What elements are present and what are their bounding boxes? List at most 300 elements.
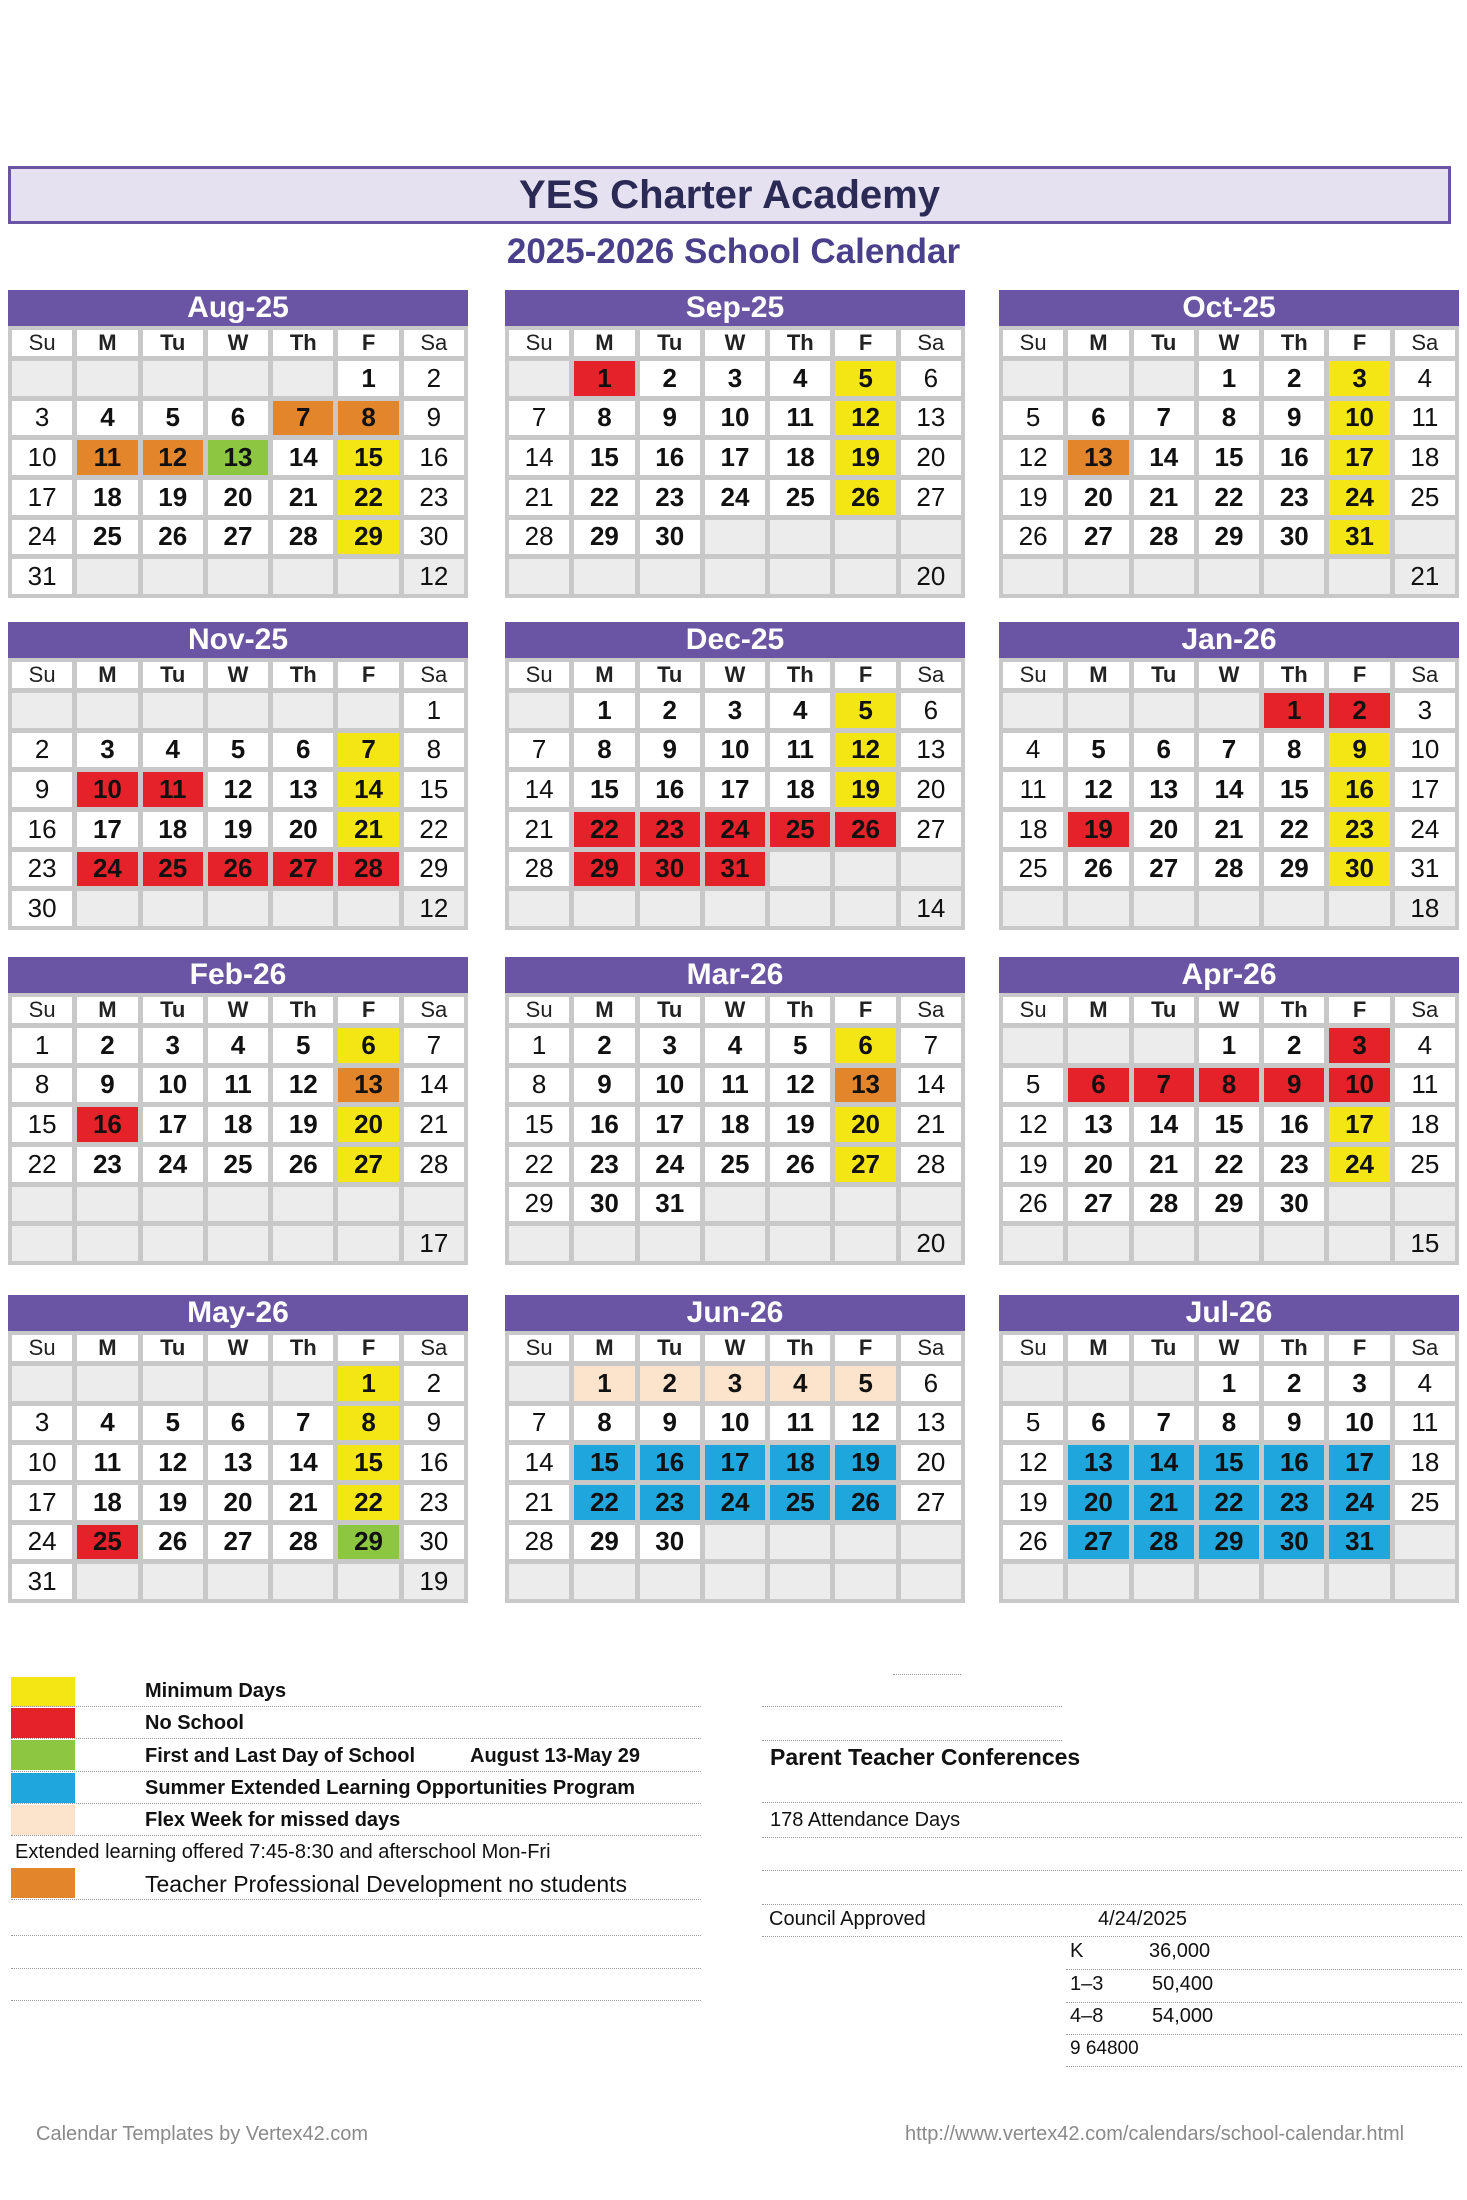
- empty-day-cell: [509, 1366, 569, 1401]
- weekday-header: M: [77, 997, 137, 1023]
- empty-day-cell: [1003, 1564, 1063, 1599]
- day-cell: 25: [770, 812, 830, 847]
- empty-day-cell: [273, 891, 333, 926]
- day-cell: 5: [1068, 733, 1128, 768]
- weekday-header: F: [835, 1335, 895, 1361]
- day-cell: 21: [509, 1485, 569, 1520]
- day-cell: 14: [273, 440, 333, 475]
- weekday-header: Sa: [1395, 1335, 1455, 1361]
- info-divider: [762, 1870, 1462, 1871]
- day-cell: 9: [1329, 733, 1389, 768]
- weekday-header: F: [1329, 662, 1389, 688]
- empty-day-cell: [835, 1226, 895, 1261]
- empty-day-cell: [273, 693, 333, 728]
- day-cell: 16: [640, 440, 700, 475]
- day-cell: 30: [1329, 852, 1389, 887]
- day-cell: 10: [12, 1445, 72, 1480]
- day-cell: 26: [143, 1525, 203, 1560]
- day-cell: 23: [1264, 1485, 1324, 1520]
- day-cell: 4: [770, 361, 830, 396]
- day-cell: 12: [1003, 440, 1063, 475]
- day-cell: 3: [1329, 361, 1389, 396]
- legend-divider: [11, 1835, 701, 1836]
- legend-label-no-school: No School: [145, 1712, 244, 1734]
- empty-day-cell: [901, 520, 961, 555]
- legend-first-last-dates: August 13-May 29: [470, 1745, 641, 1767]
- day-cell: 4: [1395, 361, 1455, 396]
- day-cell: 17: [77, 812, 137, 847]
- weekday-header: Th: [273, 1335, 333, 1361]
- day-cell: 18: [1395, 1445, 1455, 1480]
- empty-day-cell: [77, 1564, 137, 1599]
- weekday-header: Th: [770, 997, 830, 1023]
- day-cell: 21: [273, 1485, 333, 1520]
- empty-day-cell: [901, 1525, 961, 1560]
- month-feb-26: [8, 957, 468, 1267]
- day-cell: 18: [1395, 1107, 1455, 1142]
- empty-day-cell: [640, 559, 700, 594]
- minutes-1-3-value: 50,400: [1152, 1973, 1214, 1995]
- day-cell: 9: [1264, 1406, 1324, 1441]
- day-cell: 30: [640, 520, 700, 555]
- day-cell: 17: [705, 1445, 765, 1480]
- day-cell: 7: [1134, 1068, 1194, 1103]
- weekday-header: Su: [12, 997, 72, 1023]
- weekday-header: Th: [1264, 662, 1324, 688]
- day-cell: 31: [1329, 1525, 1389, 1560]
- day-cell: 4: [1395, 1366, 1455, 1401]
- empty-day-cell: [1329, 1226, 1389, 1261]
- day-cell: 18: [143, 812, 203, 847]
- day-cell: 26: [1003, 1525, 1063, 1560]
- day-cell: 26: [770, 1147, 830, 1182]
- day-cell: 1: [338, 361, 398, 396]
- day-cell: 14: [1199, 772, 1259, 807]
- day-cell: 26: [835, 1485, 895, 1520]
- month-dec-25: [505, 622, 965, 932]
- empty-day-cell: [143, 891, 203, 926]
- empty-day-cell: [1199, 1226, 1259, 1261]
- empty-day-cell: [509, 693, 569, 728]
- empty-day-cell: [338, 1226, 398, 1261]
- day-cell: 28: [509, 852, 569, 887]
- day-cell: 15: [1264, 772, 1324, 807]
- day-cell: 13: [901, 733, 961, 768]
- weekday-header: Su: [1003, 662, 1063, 688]
- empty-day-cell: [1068, 1028, 1128, 1063]
- day-cell: 1: [404, 693, 464, 728]
- day-cell: 10: [143, 1068, 203, 1103]
- day-cell: 2: [1264, 1366, 1324, 1401]
- weekday-header: Th: [273, 997, 333, 1023]
- weekday-header: Th: [1264, 1335, 1324, 1361]
- day-cell: 6: [901, 361, 961, 396]
- day-cell: 2: [640, 693, 700, 728]
- day-cell: 6: [1134, 733, 1194, 768]
- day-cell: 16: [1264, 1107, 1324, 1142]
- day-cell: 11: [1395, 401, 1455, 436]
- day-cell: 23: [640, 812, 700, 847]
- day-cell: 29: [574, 1525, 634, 1560]
- empty-day-cell: [77, 361, 137, 396]
- weekday-header: W: [208, 997, 268, 1023]
- day-cell: 22: [1264, 812, 1324, 847]
- legend-divider: [11, 1899, 701, 1900]
- empty-day-cell: [1003, 891, 1063, 926]
- day-cell: 25: [1003, 852, 1063, 887]
- day-cell: 19: [1003, 480, 1063, 515]
- day-cell: 4: [143, 733, 203, 768]
- day-cell: 6: [901, 1366, 961, 1401]
- minutes-k-label: K: [1070, 1940, 1084, 1962]
- empty-day-cell: [208, 693, 268, 728]
- info-divider: [1066, 2066, 1462, 2067]
- month-title: Nov-25: [8, 622, 468, 658]
- empty-day-cell: [1003, 693, 1063, 728]
- day-cell: 9: [1264, 1068, 1324, 1103]
- empty-day-cell: [1068, 891, 1128, 926]
- empty-day-cell: [1329, 891, 1389, 926]
- weekday-header: Tu: [640, 1335, 700, 1361]
- day-cell: 17: [705, 440, 765, 475]
- empty-day-cell: [705, 1226, 765, 1261]
- day-cell: 22: [1199, 1485, 1259, 1520]
- day-cell: 14: [509, 772, 569, 807]
- day-cell: 4: [770, 1366, 830, 1401]
- day-cell: 28: [1134, 1525, 1194, 1560]
- empty-day-cell: [77, 1187, 137, 1222]
- legend-swatch-flex-week: [11, 1805, 75, 1835]
- day-cell: 8: [404, 733, 464, 768]
- day-cell: 17: [1329, 440, 1389, 475]
- month-school-days-count: 20: [901, 559, 961, 594]
- weekday-header: F: [1329, 1335, 1389, 1361]
- day-cell: 23: [1264, 1147, 1324, 1182]
- day-cell: 28: [273, 1525, 333, 1560]
- day-cell: 23: [404, 1485, 464, 1520]
- info-divider: [762, 1936, 1462, 1937]
- empty-day-cell: [143, 1366, 203, 1401]
- weekday-header: W: [1199, 997, 1259, 1023]
- empty-day-cell: [1199, 693, 1259, 728]
- day-cell: 13: [208, 440, 268, 475]
- empty-day-cell: [835, 559, 895, 594]
- empty-day-cell: [770, 1226, 830, 1261]
- weekday-header: Sa: [404, 997, 464, 1023]
- empty-day-cell: [640, 891, 700, 926]
- day-cell: 5: [770, 1028, 830, 1063]
- day-cell: 13: [835, 1068, 895, 1103]
- day-cell: 21: [1134, 1147, 1194, 1182]
- weekday-header: Th: [273, 662, 333, 688]
- empty-day-cell: [901, 852, 961, 887]
- day-cell: 12: [1003, 1107, 1063, 1142]
- legend-swatch-prof-dev: [11, 1868, 75, 1898]
- day-cell: 4: [77, 401, 137, 436]
- weekday-header: Tu: [640, 330, 700, 356]
- empty-day-cell: [705, 520, 765, 555]
- weekday-header: F: [338, 997, 398, 1023]
- day-cell: 31: [12, 1564, 72, 1599]
- empty-day-cell: [77, 1226, 137, 1261]
- day-cell: 26: [208, 852, 268, 887]
- empty-day-cell: [143, 1187, 203, 1222]
- day-cell: 8: [574, 1406, 634, 1441]
- empty-day-cell: [1003, 1028, 1063, 1063]
- day-cell: 24: [77, 852, 137, 887]
- empty-day-cell: [1264, 559, 1324, 594]
- day-cell: 4: [1395, 1028, 1455, 1063]
- day-cell: 13: [273, 772, 333, 807]
- weekday-header: Su: [1003, 997, 1063, 1023]
- weekday-header: F: [1329, 330, 1389, 356]
- day-cell: 18: [770, 772, 830, 807]
- day-cell: 19: [835, 772, 895, 807]
- empty-day-cell: [1003, 361, 1063, 396]
- day-cell: 11: [77, 1445, 137, 1480]
- day-cell: 3: [77, 733, 137, 768]
- month-school-days-count: 15: [1395, 1226, 1455, 1261]
- empty-day-cell: [705, 1187, 765, 1222]
- weekday-header: Sa: [1395, 330, 1455, 356]
- day-cell: 22: [338, 1485, 398, 1520]
- empty-day-cell: [770, 1187, 830, 1222]
- day-cell: 1: [1199, 1028, 1259, 1063]
- empty-day-cell: [143, 1564, 203, 1599]
- day-cell: 26: [835, 812, 895, 847]
- day-cell: 16: [574, 1107, 634, 1142]
- weekday-header: M: [77, 1335, 137, 1361]
- day-cell: 25: [77, 520, 137, 555]
- day-cell: 6: [1068, 1068, 1128, 1103]
- weekday-header: Th: [1264, 330, 1324, 356]
- day-cell: 8: [574, 733, 634, 768]
- day-cell: 17: [1329, 1445, 1389, 1480]
- empty-day-cell: [273, 361, 333, 396]
- day-cell: 13: [1134, 772, 1194, 807]
- day-cell: 6: [208, 1406, 268, 1441]
- empty-day-cell: [1134, 891, 1194, 926]
- day-cell: 19: [1003, 1485, 1063, 1520]
- month-oct-25: [999, 290, 1459, 600]
- info-divider: [1066, 2002, 1462, 2003]
- day-cell: 10: [12, 440, 72, 475]
- month-school-days-count: 18: [1395, 891, 1455, 926]
- empty-day-cell: [1068, 693, 1128, 728]
- day-cell: 26: [143, 520, 203, 555]
- day-cell: 10: [1329, 401, 1389, 436]
- day-cell: 5: [1003, 1068, 1063, 1103]
- day-cell: 12: [208, 772, 268, 807]
- day-cell: 16: [1329, 772, 1389, 807]
- empty-day-cell: [143, 693, 203, 728]
- council-approved-date: 4/24/2025: [1098, 1908, 1187, 1930]
- weekday-header: Sa: [1395, 662, 1455, 688]
- day-cell: 22: [574, 480, 634, 515]
- day-cell: 12: [770, 1068, 830, 1103]
- weekday-header: Th: [770, 1335, 830, 1361]
- day-cell: 13: [901, 1406, 961, 1441]
- day-cell: 5: [143, 1406, 203, 1441]
- month-grid: [999, 658, 1459, 930]
- day-cell: 1: [574, 361, 634, 396]
- day-cell: 16: [1264, 1445, 1324, 1480]
- weekday-header: M: [574, 662, 634, 688]
- empty-day-cell: [1003, 1226, 1063, 1261]
- month-title: May-26: [8, 1295, 468, 1331]
- day-cell: 27: [208, 520, 268, 555]
- info-divider: [762, 1904, 1462, 1905]
- day-cell: 9: [574, 1068, 634, 1103]
- day-cell: 21: [273, 480, 333, 515]
- empty-day-cell: [1329, 1564, 1389, 1599]
- empty-day-cell: [770, 891, 830, 926]
- day-cell: 2: [12, 733, 72, 768]
- day-cell: 17: [12, 480, 72, 515]
- day-cell: 24: [1329, 1485, 1389, 1520]
- month-title: Aug-25: [8, 290, 468, 326]
- month-may-26: [8, 1295, 468, 1605]
- day-cell: 8: [338, 1406, 398, 1441]
- footer-credit: Calendar Templates by Vertex42.com: [36, 2123, 369, 2145]
- day-cell: 22: [1199, 1147, 1259, 1182]
- day-cell: 29: [1199, 1187, 1259, 1222]
- empty-day-cell: [1329, 559, 1389, 594]
- title-bar: [8, 166, 1451, 224]
- day-cell: 8: [574, 401, 634, 436]
- legend-swatch-first-last-day: [11, 1740, 75, 1770]
- day-cell: 28: [404, 1147, 464, 1182]
- legend-divider: [11, 1968, 701, 1969]
- footer-url[interactable]: http://www.vertex42.com/calendars/school-calendar.html: [905, 2123, 1405, 2145]
- empty-day-cell: [1199, 559, 1259, 594]
- day-cell: 15: [574, 1445, 634, 1480]
- empty-day-cell: [12, 1226, 72, 1261]
- day-cell: 13: [1068, 1107, 1128, 1142]
- day-cell: 14: [1134, 1107, 1194, 1142]
- day-cell: 22: [338, 480, 398, 515]
- month-aug-25: [8, 290, 468, 600]
- legend-swatch-minimum: [11, 1677, 75, 1707]
- day-cell: 7: [338, 733, 398, 768]
- weekday-header: Tu: [143, 1335, 203, 1361]
- empty-day-cell: [770, 1564, 830, 1599]
- day-cell: 2: [77, 1028, 137, 1063]
- day-cell: 17: [640, 1107, 700, 1142]
- weekday-header: Sa: [404, 1335, 464, 1361]
- day-cell: 27: [901, 480, 961, 515]
- day-cell: 15: [12, 1107, 72, 1142]
- day-cell: 4: [77, 1406, 137, 1441]
- empty-day-cell: [770, 1525, 830, 1560]
- empty-day-cell: [835, 1564, 895, 1599]
- day-cell: 10: [705, 733, 765, 768]
- day-cell: 19: [143, 480, 203, 515]
- weekday-header: F: [835, 997, 895, 1023]
- empty-day-cell: [1134, 1564, 1194, 1599]
- day-cell: 5: [835, 693, 895, 728]
- weekday-header: F: [338, 1335, 398, 1361]
- day-cell: 20: [208, 1485, 268, 1520]
- empty-day-cell: [1264, 1564, 1324, 1599]
- weekday-header: W: [705, 330, 765, 356]
- month-grid: [505, 326, 965, 598]
- day-cell: 23: [77, 1147, 137, 1182]
- day-cell: 10: [1329, 1068, 1389, 1103]
- day-cell: 1: [1264, 693, 1324, 728]
- minutes-4-8-label: 4–8: [1070, 2005, 1104, 2027]
- empty-day-cell: [338, 559, 398, 594]
- weekday-header: Sa: [901, 662, 961, 688]
- minutes-k-value: 36,000: [1149, 1940, 1211, 1962]
- day-cell: 6: [208, 401, 268, 436]
- day-cell: 29: [574, 520, 634, 555]
- info-divider: [762, 1706, 1062, 1707]
- day-cell: 7: [273, 401, 333, 436]
- day-cell: 10: [77, 772, 137, 807]
- weekday-header: W: [208, 330, 268, 356]
- day-cell: 24: [1329, 1147, 1389, 1182]
- weekday-header: Sa: [1395, 997, 1455, 1023]
- day-cell: 23: [1264, 480, 1324, 515]
- day-cell: 1: [1199, 1366, 1259, 1401]
- empty-day-cell: [208, 361, 268, 396]
- day-cell: 11: [770, 1406, 830, 1441]
- day-cell: 12: [835, 733, 895, 768]
- day-cell: 19: [208, 812, 268, 847]
- day-cell: 15: [338, 1445, 398, 1480]
- empty-day-cell: [1395, 1525, 1455, 1560]
- weekday-header: Tu: [143, 330, 203, 356]
- day-cell: 16: [640, 772, 700, 807]
- day-cell: 23: [640, 1485, 700, 1520]
- day-cell: 6: [338, 1028, 398, 1063]
- day-cell: 15: [1199, 1107, 1259, 1142]
- empty-day-cell: [143, 559, 203, 594]
- weekday-header: Su: [12, 1335, 72, 1361]
- day-cell: 18: [208, 1107, 268, 1142]
- day-cell: 3: [705, 693, 765, 728]
- month-title: Jul-26: [999, 1295, 1459, 1331]
- weekday-header: Tu: [1134, 997, 1194, 1023]
- day-cell: 21: [338, 812, 398, 847]
- legend-label-first-last-day: First and Last Day of School: [145, 1745, 416, 1767]
- empty-day-cell: [770, 559, 830, 594]
- weekday-header: M: [574, 1335, 634, 1361]
- month-title: Dec-25: [505, 622, 965, 658]
- empty-day-cell: [705, 891, 765, 926]
- day-cell: 2: [404, 361, 464, 396]
- empty-day-cell: [1329, 1187, 1389, 1222]
- day-cell: 29: [1264, 852, 1324, 887]
- day-cell: 18: [770, 1445, 830, 1480]
- day-cell: 14: [338, 772, 398, 807]
- day-cell: 1: [574, 1366, 634, 1401]
- empty-day-cell: [640, 1564, 700, 1599]
- day-cell: 8: [509, 1068, 569, 1103]
- empty-day-cell: [77, 891, 137, 926]
- empty-day-cell: [835, 852, 895, 887]
- empty-day-cell: [509, 559, 569, 594]
- day-cell: 1: [338, 1366, 398, 1401]
- day-cell: 30: [404, 520, 464, 555]
- month-grid: [505, 658, 965, 930]
- month-title: Oct-25: [999, 290, 1459, 326]
- weekday-header: Sa: [901, 997, 961, 1023]
- day-cell: 2: [574, 1028, 634, 1063]
- weekday-header: W: [705, 662, 765, 688]
- month-title: Feb-26: [8, 957, 468, 993]
